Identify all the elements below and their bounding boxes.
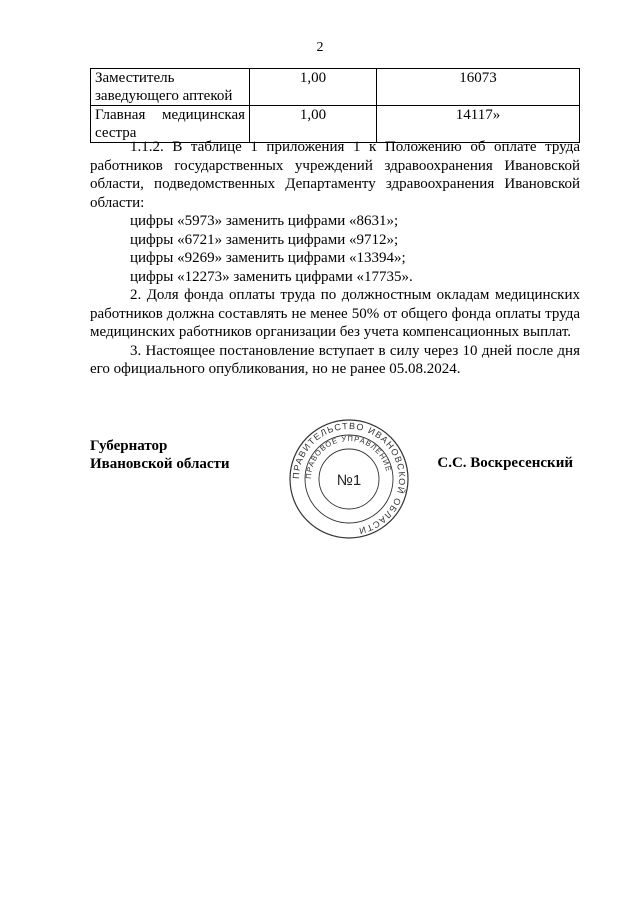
signatory-title-line-2: Ивановской области — [90, 456, 230, 472]
page-number: 2 — [316, 40, 324, 55]
paragraph-3: 3. Настоящее постановление вступает в силу через 10 дней после дня его официального опубликования, но не ранее 05.08.2024. — [90, 342, 580, 377]
paragraph-1-1-2: 1.1.2. В таблице 1 приложения 1 к Положению об оплате труда работников государственных учреждений здравоохранения Ивановской области, подведомственных Департаменту здравоохранения Ивановской области: — [90, 139, 580, 211]
official-seal — [288, 418, 410, 540]
coefficient-cell: 1,00 — [250, 106, 377, 143]
table-row — [91, 106, 580, 143]
signatory-title — [90, 437, 230, 473]
replacement-item: цифры «12273» заменить цифрами «17735». — [130, 268, 413, 285]
salary-cell: 14117» — [377, 106, 580, 143]
position-cell: Главная медицинская сестра — [91, 106, 250, 143]
replacement-item: цифры «5973» заменить цифрами «8631»; — [130, 213, 399, 229]
signatory-name: С.С. Воскресенский — [437, 455, 573, 471]
position-cell: Заместитель заведующего аптекой — [91, 69, 250, 106]
replacement-item: цифры «9269» заменить цифрами «13394»; — [130, 250, 406, 266]
document-body — [90, 138, 580, 379]
seal-inner-text: ПРАВОВОЕ УПРАВЛЕНИЕ — [303, 433, 394, 480]
signatory-title-line-1: Губернатор — [90, 438, 168, 454]
seal-center-number: №1 — [336, 472, 362, 489]
seal-outer-text: ПРАВИТЕЛЬСТВО ИВАНОВСКОЙ ОБЛАСТИ — [290, 420, 408, 537]
coefficient-cell: 1,00 — [250, 69, 377, 106]
replacement-item: цифры «6721» заменить цифрами «9712»; — [130, 231, 399, 248]
salary-cell: 16073 — [377, 69, 580, 106]
salary-table — [90, 68, 580, 143]
table-row — [91, 69, 580, 106]
paragraph-2: 2. Доля фонда оплаты труда по должностным окладам медицинских работников должна составлять не менее 50% от общего фонда оплаты труда медицинских работников организации без учета компенсационных выплат. — [90, 287, 580, 340]
